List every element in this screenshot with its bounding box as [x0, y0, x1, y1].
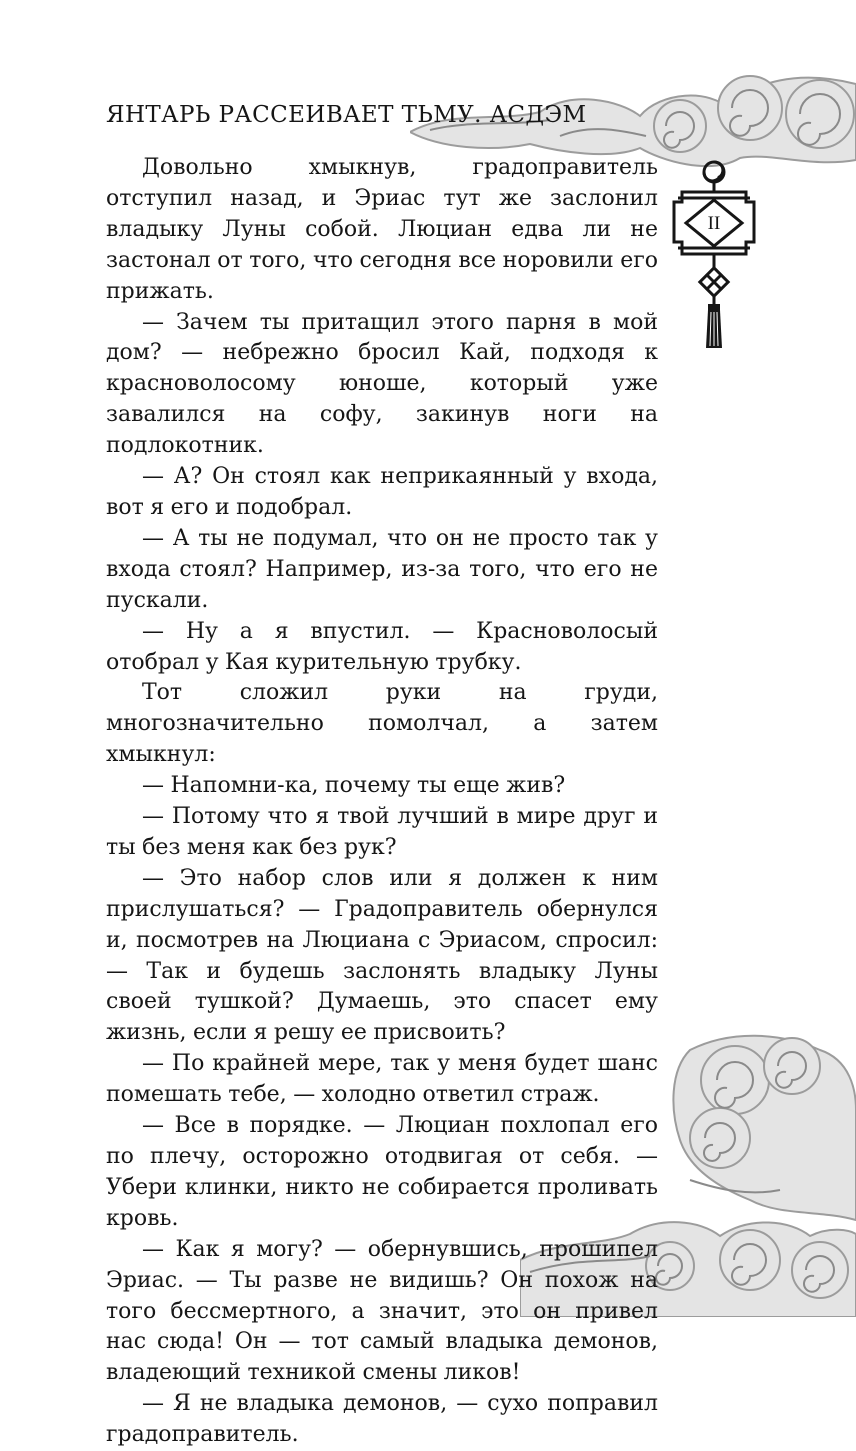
paragraph: — Это набор слов или я должен к ним прислушаться? — Градоправитель обернулся и, посмотрев на Люциана с Эриасом, спросил: — Так и будешь заслонять владыку Луны своей тушкой? Думаешь, это спасет ему жизнь, если я решу ее присвоить? — [106, 865, 658, 1046]
paragraph: — Я не владыка демонов, — сухо поправил градоправитель. — [106, 1391, 658, 1448]
paragraph: — Все в порядке. — Люциан похлопал его по плечу, осторожно отодвигая от себя. — Убери клинки, никто не собирается проливать кровь. — [106, 1113, 658, 1231]
paragraph: — Зачем ты притащил этого парня в мой дом? — небрежно бросил Кай, подходя к красноволосому юноше, который уже завалился на софу, закинув ноги на подлокотник. — [106, 309, 658, 459]
paragraph: — А? Он стоял как неприкаянный у входа, вот я его и подобрал. — [106, 464, 658, 520]
paragraph: — Ну а я впустил. — Красноволосый отобрал у Кая курительную трубку. — [106, 618, 658, 675]
paragraph: — А ты не подумал, что он не просто так у входа стоял? Например, из-за того, что его не пускали. — [106, 525, 658, 613]
paragraph: — Как я могу? — обернувшись, прошипел Эриас. — Ты разве не видишь? Он похож на того бессмертного, а значит, это он привел нас сюда! Он — тот самый владыка демонов, владеющий техникой смены ликов! — [106, 1236, 658, 1386]
chapter-number: II — [707, 213, 721, 234]
paragraph: — Напомни-ка, почему ты еще жив? — [142, 773, 566, 799]
body-text — [106, 153, 658, 1451]
paragraph: Тот сложил руки на груди, многозначительно помолчал, а затем хмыкнул: — [106, 680, 658, 768]
paragraph: Довольно хмыкнув, градоправитель отступил назад, и Эриас тут же заслонил владыку Луны собой. Люциан едва ли не застонал от того, что сегодня все норовили его прижать. — [106, 155, 658, 304]
running-title: ЯНТАРЬ РАССЕИВАЕТ ТЬМУ. АСДЭМ — [106, 102, 587, 128]
paragraph: — По крайней мере, так у меня будет шанс помешать тебе, — холодно ответил страж. — [106, 1051, 658, 1108]
paragraph: — Потому что я твой лучший в мире друг и ты без меня как без рук? — [106, 804, 658, 860]
knot-pendant-icon — [668, 152, 760, 352]
chapter-tab — [668, 152, 760, 352]
